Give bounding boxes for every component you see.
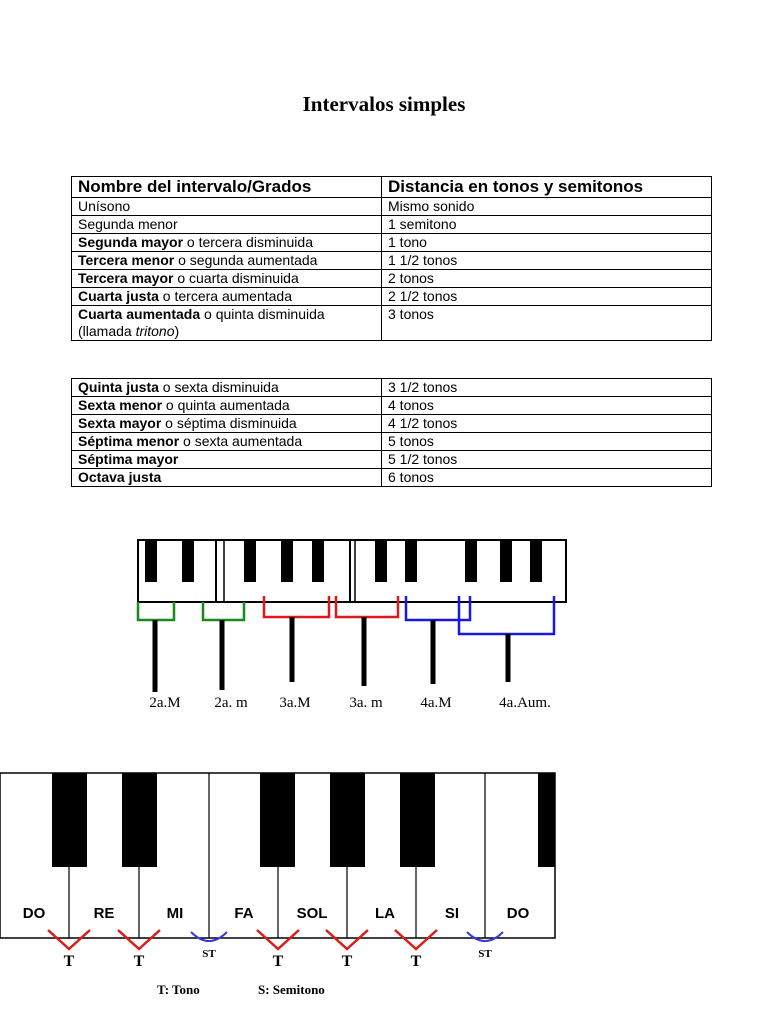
page-title: Intervalos simples	[302, 92, 466, 116]
interval-name-bold: Sexta menor	[78, 397, 163, 413]
interval-name-bold: Quinta justa	[78, 379, 159, 395]
interval-name-bold: Segunda mayor	[78, 234, 184, 250]
black-key	[530, 540, 542, 582]
distance-cell: 3 1/2 tonos	[382, 379, 712, 397]
distance-cell: 5 tonos	[382, 433, 712, 451]
interval-name-bold: Tercera mayor	[78, 270, 174, 286]
distance-cell: 1 semitono	[382, 216, 712, 234]
interval-label: 2a. m	[214, 695, 248, 711]
step-label: T	[272, 953, 284, 970]
note-label: RE	[93, 905, 115, 922]
black-key	[405, 540, 417, 582]
step-label: T	[410, 953, 422, 970]
interval-name-bold: Cuarta justa	[78, 288, 159, 304]
distance-cell: 6 tonos	[382, 469, 712, 487]
black-key	[400, 773, 435, 867]
distance-cell: 4 tonos	[382, 397, 712, 415]
black-key	[538, 773, 555, 867]
interval-name-rest: o quinta disminuida	[200, 306, 325, 322]
interval-name-rest: o segunda aumentada	[174, 252, 318, 268]
interval-keyboard-diagram	[138, 540, 566, 711]
note-label: MI	[166, 905, 184, 922]
black-key	[375, 540, 387, 582]
interval-name-bold: Séptima menor	[78, 433, 180, 449]
header-interval-name: Nombre del intervalo/Grados	[72, 177, 382, 198]
distance-cell: 2 1/2 tonos	[382, 288, 712, 306]
interval-label: 3a. m	[349, 695, 383, 711]
distance-cell: Mismo sonido	[382, 198, 712, 216]
step-label: T	[133, 953, 145, 970]
interval-name-rest: o sexta aumentada	[179, 433, 303, 449]
interval-name-rest: o séptima disminuida	[161, 415, 297, 431]
step-label: T	[341, 953, 353, 970]
black-key	[281, 540, 293, 582]
black-key	[182, 540, 194, 582]
note-label: SOL	[296, 905, 328, 922]
black-key	[500, 540, 512, 582]
note-label: DO	[22, 905, 46, 922]
interval-name-rest: o sexta disminuida	[158, 379, 279, 395]
legend-semitono: S: Semitono	[258, 982, 325, 997]
black-key	[330, 773, 365, 867]
interval-name-bold: Octava justa	[78, 469, 162, 485]
note-label: SI	[444, 905, 460, 922]
black-key	[244, 540, 256, 582]
interval-label: 2a.M	[149, 695, 181, 711]
interval-name-note: (llamada	[78, 323, 136, 339]
distance-cell: 1 1/2 tonos	[382, 252, 712, 270]
black-key	[145, 540, 157, 582]
interval-name-bold: Sexta mayor	[78, 415, 162, 431]
note-label: FA	[234, 905, 254, 922]
interval-name-bold: Cuarta aumentada	[78, 306, 201, 322]
interval-label: 4a.Aum.	[499, 695, 551, 711]
interval-name-italic: tritono	[135, 323, 175, 339]
note-label: LA	[375, 905, 395, 922]
black-key	[465, 540, 477, 582]
black-key	[312, 540, 324, 582]
legend-tono: T: Tono	[157, 982, 200, 997]
interval-label: 3a.M	[279, 695, 311, 711]
distance-cell: 4 1/2 tonos	[382, 415, 712, 433]
interval-name-close: )	[174, 323, 180, 339]
interval-name-rest: Segunda menor	[78, 216, 178, 232]
step-label: ST	[478, 948, 492, 960]
distance-cell: 3 tonos	[382, 306, 712, 341]
note-label: DO	[506, 905, 530, 922]
interval-name-rest: o cuarta disminuida	[173, 270, 299, 286]
black-key	[52, 773, 87, 867]
black-key	[260, 773, 295, 867]
interval-bracket	[138, 602, 174, 620]
interval-label: 4a.M	[420, 695, 452, 711]
interval-name-rest: o quinta aumentada	[162, 397, 290, 413]
interval-name-rest: o tercera aumentada	[158, 288, 293, 304]
note-keyboard-diagram	[0, 773, 555, 997]
distance-cell: 2 tonos	[382, 270, 712, 288]
interval-name-bold: Tercera menor	[78, 252, 175, 268]
interval-name-rest: Unísono	[78, 198, 131, 214]
distance-cell: 1 tono	[382, 234, 712, 252]
black-key	[122, 773, 157, 867]
distance-cell: 5 1/2 tonos	[382, 451, 712, 469]
step-label: T	[63, 953, 75, 970]
interval-name-bold: Séptima mayor	[78, 451, 179, 467]
step-label: ST	[202, 948, 216, 960]
header-distance: Distancia en tonos y semitonos	[382, 177, 712, 198]
interval-name-rest: o tercera disminuida	[183, 234, 313, 250]
interval-bracket	[203, 602, 244, 620]
